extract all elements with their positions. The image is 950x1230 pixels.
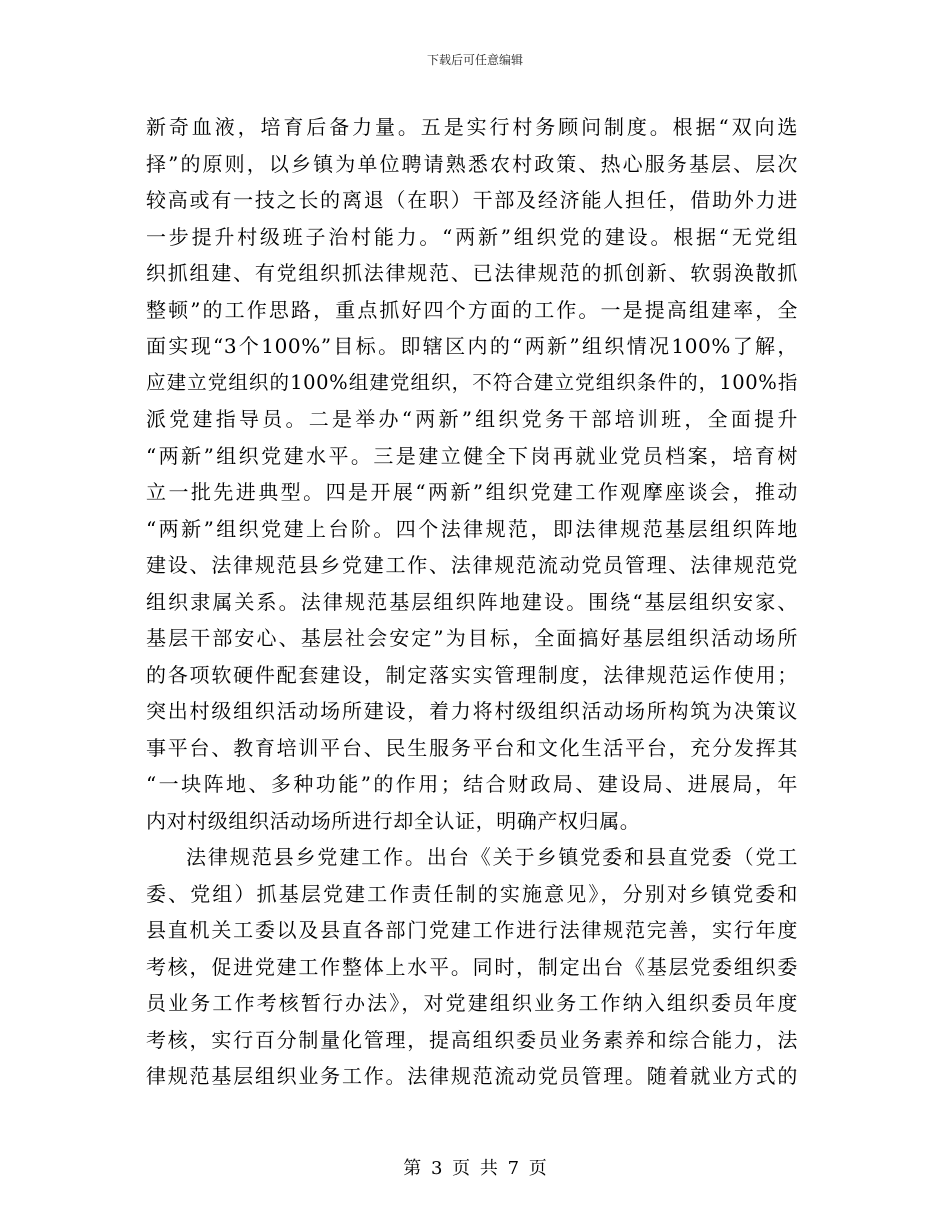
text-line: 员业务工作考核暂行办法》，对党建组织业务工作纳入组织委员年度 [146, 991, 798, 1015]
text-line: 派党建指导员。二是举办“两新”组织党务干部培训班，全面提升 [146, 407, 798, 431]
paragraph-2 [146, 839, 798, 1095]
text-line: 律规范基层组织业务工作。法律规范流动党员管理。随着就业方式的 [146, 1064, 798, 1088]
text-line: “两新”组织党建上台阶。四个法律规范，即法律规范基层组织阵地 [146, 516, 798, 541]
text-line: 内对村级组织活动场所进行却全认证，明确产权归属。 [146, 808, 641, 833]
text-line: 考核，促进党建工作整体上水平。同时，制定出台《基层党委组织委 [146, 954, 798, 979]
text-line: “一块阵地、多种功能”的作用；结合财政局、建设局、进展局，年 [146, 772, 798, 796]
text-line: 委、党组）抓基层党建工作责任制的实施意见》，分别对乡镇党委和 [146, 881, 798, 906]
text-line: 法律规范县乡党建工作。出台《关于乡镇党委和县直党委（党工 [186, 845, 798, 869]
text-line: 立一批先进典型。四是开展“两新”组织党建工作观摩座谈会，推动 [146, 480, 798, 504]
document-body [146, 109, 798, 1095]
text-line: 的各项软硬件配套建设，制定落实实管理制度，法律规范运作使用； [146, 662, 798, 687]
text-line: 新奇血液，培育后备力量。五是实行村务顾问制度。根据“双向选 [146, 115, 798, 139]
text-line: 应建立党组织的100%组建党组织，不符合建立党组织条件的，100%指 [146, 370, 798, 394]
text-line: 考核，实行百分制量化管理，提高组织委员业务素养和综合能力，法 [146, 1027, 798, 1052]
text-line: 面实现“3个100%”目标。即辖区内的“两新”组织情况100%了解， [146, 334, 798, 358]
text-line: 织抓组建、有党组织抓法律规范、已法律规范的抓创新、软弱涣散抓 [146, 261, 798, 285]
page-number: 第 3 页 共 7 页 [403, 1158, 547, 1179]
text-line: 事平台、教育培训平台、民生服务平台和文化生活平台，充分发挥其 [146, 735, 798, 760]
text-line: 较高或有一技之长的离退（在职）干部及经济能人担任，借助外力进 [146, 188, 798, 212]
text-line: 基层干部安心、基层社会安定”为目标，全面搞好基层组织活动场所 [146, 626, 798, 650]
text-line: 一步提升村级班子治村能力。“两新”组织党的建设。根据“无党组 [146, 224, 798, 249]
text-line: 组织隶属关系。法律规范基层组织阵地建设。围绕“基层组织安家、 [146, 589, 798, 614]
page-header: 下载后可任意编辑 [426, 53, 523, 67]
text-line: 突出村级组织活动场所建设，着力将村级组织活动场所构筑为决策议 [146, 699, 798, 723]
paragraph-1 [146, 109, 798, 839]
text-line: 县直机关工委以及县直各部门党建工作进行法律规范完善，实行年度 [146, 918, 798, 942]
text-line: 整顿”的工作思路，重点抓好四个方面的工作。一是提高组建率，全 [146, 297, 798, 322]
text-line: 择”的原则，以乡镇为单位聘请熟悉农村政策、热心服务基层、层次 [146, 151, 798, 176]
text-line: 建设、法律规范县乡党建工作、法律规范流动党员管理、法律规范党 [146, 553, 798, 577]
text-line: “两新”组织党建水平。三是建立健全下岗再就业党员档案，培育树 [146, 443, 798, 468]
